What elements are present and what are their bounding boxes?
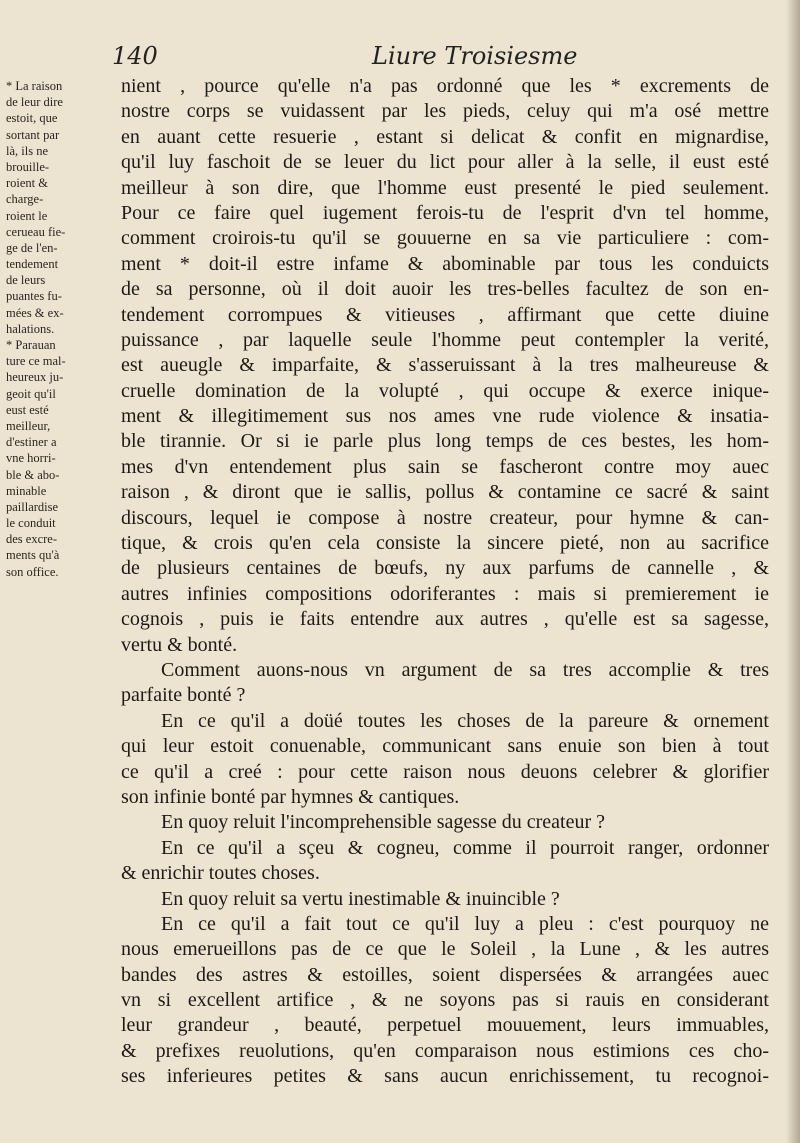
margin-note-line: eust esté bbox=[6, 402, 49, 417]
margin-note-line: ments qu'à bbox=[6, 548, 60, 563]
text-line: est aueugle & imparfaite, & s'asseruissant à la tres malheureuse & bbox=[121, 354, 769, 377]
margin-note-line: halations. bbox=[6, 321, 55, 336]
margin-note-line: paillardise bbox=[6, 499, 59, 514]
text-line: En ce qu'il a doüé toutes les choses de la pareure & ornement bbox=[161, 709, 769, 732]
text-line: ment & illegitimement sus nos ames vne rude violence & insatia- bbox=[121, 405, 769, 428]
margin-note-line: geoit qu'il bbox=[6, 386, 56, 401]
text-line: qu'il luy faschoit de se leuer du lict pour aller à la selle, il eust esté bbox=[121, 151, 769, 174]
text-line: comment croirois-tu qu'il se gouuerne en sa vie particuliere : com- bbox=[121, 227, 769, 250]
page-edge-shadow bbox=[786, 0, 800, 1143]
text-line: vertu & bonté. bbox=[121, 633, 238, 656]
margin-note-line: minable bbox=[6, 483, 47, 498]
text-line: de plusieurs centaines de bœufs, ny aux parfums de cannelle , & bbox=[121, 557, 769, 580]
text-line: mes d'vn entendement plus sain se fascheront contre moy auec bbox=[121, 455, 769, 478]
margin-note-line: estoit, que bbox=[6, 111, 58, 126]
margin-note-line: mées & ex- bbox=[6, 305, 64, 320]
margin-note-line: de leur dire bbox=[6, 95, 63, 110]
margin-note-line: des excre- bbox=[6, 532, 58, 547]
text-line: & prefixes reuolutions, qu'en comparaison nous estimions ces cho- bbox=[121, 1039, 769, 1062]
text-line: nient , pource qu'elle n'a pas ordonné que les * excrements de bbox=[121, 75, 769, 97]
margin-note-line: charge- bbox=[6, 192, 44, 207]
text-line: Pour ce faire quel iugement ferois-tu de l'esprit d'vn tel homme, bbox=[121, 201, 769, 224]
margin-note-line: ture ce mal- bbox=[6, 354, 66, 369]
text-line: leur grandeur , beauté, perpetuel mouuement, leurs immuables, bbox=[121, 1014, 769, 1037]
text-line: En ce qu'il a fait tout ce qu'il luy a pleu : c'est pourquoy ne bbox=[161, 912, 769, 935]
margin-note-line: ble & abo- bbox=[6, 467, 60, 482]
body-text bbox=[121, 74, 769, 1090]
margin-note-line: meilleur, bbox=[6, 418, 51, 433]
text-line: qui leur estoit conuenable, communicant sans enuie son bien à tout bbox=[121, 735, 769, 758]
text-line: tendement corrompues & vitieuses , affirmant que cette diuine bbox=[121, 303, 769, 326]
margin-note-line: heureux ju- bbox=[6, 370, 64, 385]
text-line: nostre corps se vuidassent par les pieds, celuy qui m'a osé mettre bbox=[121, 100, 769, 123]
margin-note-line: roient & bbox=[6, 176, 49, 191]
text-line: tique, & crois qu'en cela consiste la sincere pieté, non au sacrifice bbox=[121, 532, 769, 555]
text-line: ment * doit-il estre infame & abominable par tous les conduicts bbox=[121, 252, 769, 275]
text-line: En quoy reluit l'incomprehensible sagesse du createur ? bbox=[161, 811, 606, 834]
text-line: ble tirannie. Or si ie parle plus long temps de ces bestes, les hom- bbox=[121, 430, 769, 453]
text-line: En quoy reluit sa vertu inestimable & inuincible ? bbox=[161, 887, 560, 910]
text-line: autres infinies compositions odoriferantes : mais si premierement ie bbox=[121, 582, 769, 605]
text-line: Comment auons-nous vn argument de sa tres accomplie & tres bbox=[161, 658, 769, 681]
margin-note-line: de leurs bbox=[6, 273, 46, 288]
margin-note-line: vne horri- bbox=[6, 451, 56, 466]
text-line: En ce qu'il a sçeu & cogneu, comme il pourroit ranger, ordonner bbox=[161, 836, 769, 859]
margin-note-line: son office. bbox=[6, 564, 59, 579]
margin-note-line: le conduit bbox=[6, 516, 56, 531]
text-line: de sa personne, où il doit auoir les tres-belles facultez de son en- bbox=[121, 278, 769, 301]
text-line: cognois , puis ie faits entendre aux autres , qu'elle est sa sagesse, bbox=[121, 608, 769, 631]
margin-note-line: cerueau fie- bbox=[6, 224, 66, 239]
margin-note-line: * La raison bbox=[6, 79, 63, 93]
margin-note-line: sortant par bbox=[6, 127, 60, 142]
margin-note-line: roient le bbox=[6, 208, 48, 223]
text-line: cruelle domination de la volupté , qui occupe & exerce inique- bbox=[121, 379, 769, 402]
margin-note-line: là, ils ne bbox=[6, 143, 49, 158]
text-line: bandes des astres & estoilles, soient dispersées & arrangées auec bbox=[121, 963, 769, 986]
text-line: raison , & diront que ie sallis, pollus & contamine ce sacré & saint bbox=[121, 481, 769, 504]
margin-note-line: d'estiner a bbox=[6, 435, 57, 450]
margin-note-line: * Parauan bbox=[6, 338, 56, 352]
text-line: puissance , par laquelle seule l'homme peut contempler la verité, bbox=[121, 328, 769, 351]
text-line: & enrichir toutes choses. bbox=[121, 862, 320, 885]
text-line: ses inferieures petites & sans aucun enrichissement, tu recognoi- bbox=[121, 1065, 769, 1088]
margin-note-line: puantes fu- bbox=[6, 289, 62, 304]
text-line: nous emerueillons pas de ce que le Soleil , la Lune , & les autres bbox=[121, 938, 769, 961]
margin-notes bbox=[6, 78, 124, 580]
text-line: vn si excellent artifice , & ne soyons pas si rauis en considerant bbox=[121, 989, 769, 1012]
text-line: discours, lequel ie compose à nostre createur, pour hymne & can- bbox=[121, 506, 769, 529]
text-line: parfaite bonté ? bbox=[121, 684, 246, 707]
text-line: en auant cette resuerie , estant si delicat & confit en mignardise, bbox=[121, 125, 769, 148]
margin-note-line: ge de l'en- bbox=[6, 240, 58, 255]
text-line: son infinie bonté par hymnes & cantiques. bbox=[121, 785, 460, 808]
page-number: 140 bbox=[112, 42, 158, 70]
running-title: Liure Troisiesme bbox=[372, 42, 578, 70]
margin-note-line: brouille- bbox=[6, 159, 50, 174]
text-line: meilleur à son dire, que l'homme eust presenté le pied seulement. bbox=[121, 176, 769, 199]
text-line: ce qu'il a creé : pour cette raison nous deuons celebrer & glorifier bbox=[121, 760, 769, 783]
page-header bbox=[0, 42, 800, 72]
margin-note-line: tendement bbox=[6, 257, 59, 272]
